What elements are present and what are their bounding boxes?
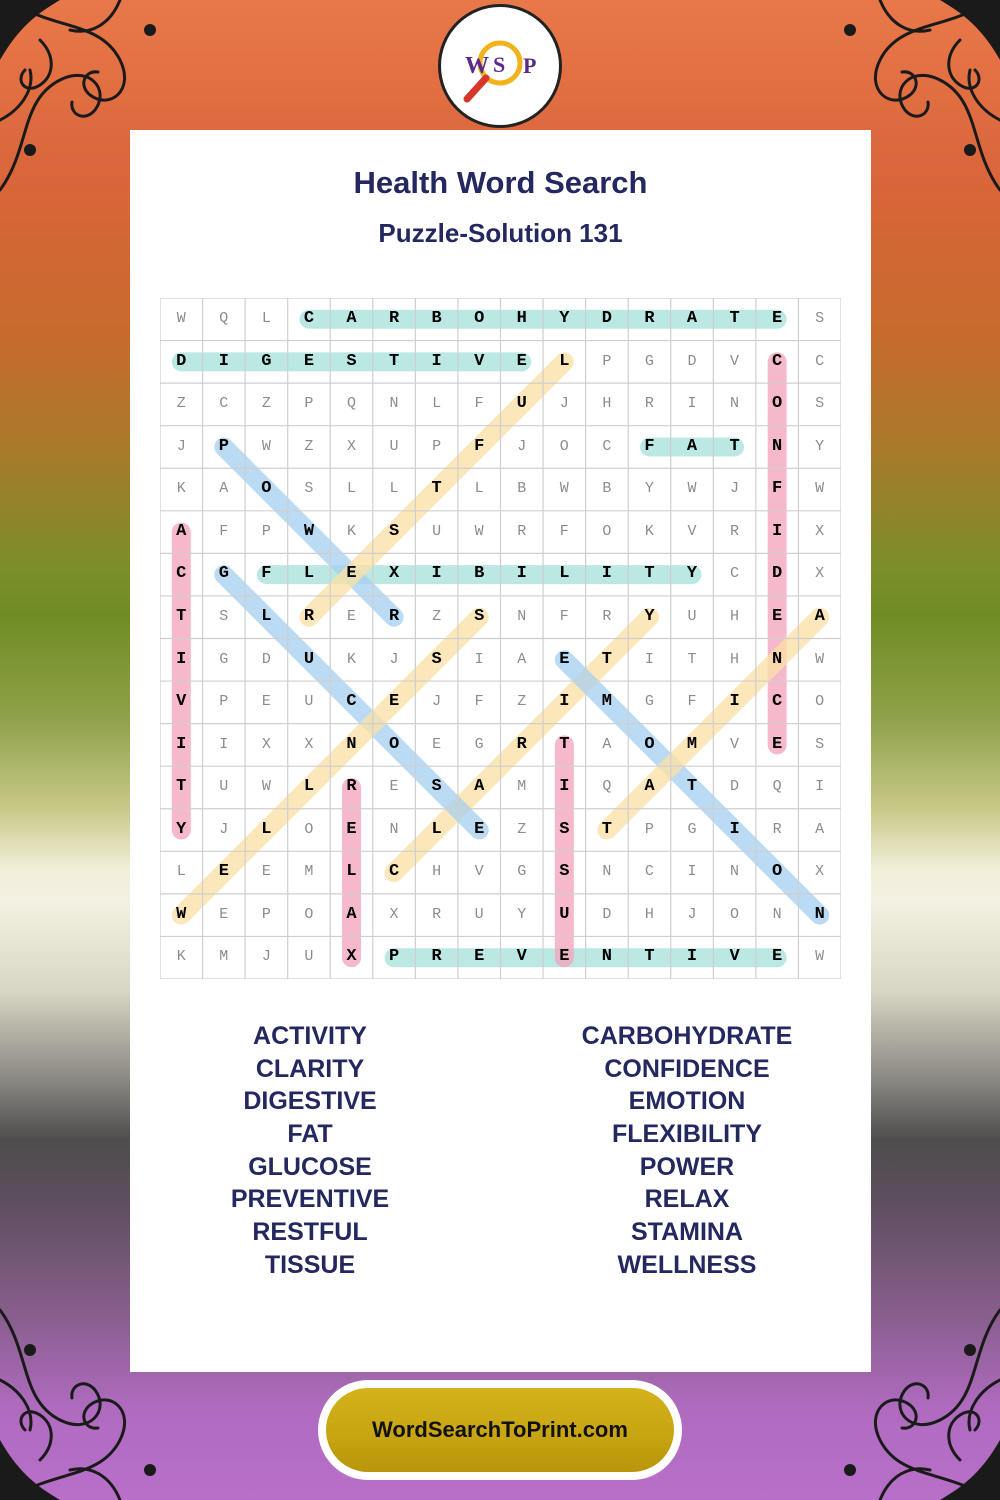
grid-cell[interactable]: G [218,564,229,584]
word-list-item: GLUCOSE [248,1152,372,1181]
grid-cell[interactable]: P [432,437,442,455]
grid-cell[interactable]: Z [517,820,527,838]
grid-cell[interactable]: E [772,734,783,754]
grid-cell[interactable]: O [304,905,314,923]
grid-cell[interactable]: T [176,606,187,626]
word-list-item: DIGESTIVE [243,1087,377,1116]
grid-cell[interactable]: E [346,564,357,584]
site-link[interactable]: WordSearchToPrint.com [326,1388,674,1472]
grid-cell[interactable]: Z [304,437,314,455]
grid-cell[interactable]: Y [176,819,187,839]
grid-cell[interactable]: E [474,947,485,967]
grid-cell[interactable]: J [687,905,697,923]
grid-cell[interactable]: B [431,309,442,328]
grid-cell[interactable]: I [729,692,740,712]
grid-cell[interactable]: A [602,735,612,753]
grid-cell[interactable]: M [517,778,527,796]
grid-cell[interactable]: L [559,564,570,584]
grid-cell[interactable]: E [772,606,783,626]
word-list-item: ACTIVITY [253,1022,367,1050]
grid-cell[interactable]: D [176,351,187,371]
grid-cell[interactable]: L [431,819,442,839]
grid-cell[interactable]: R [388,309,400,328]
grid-cell[interactable]: I [559,692,570,712]
grid-cell[interactable]: T [686,777,698,797]
grid-cell[interactable]: E [559,649,570,669]
grid-cell[interactable]: H [602,395,612,413]
grid-cell[interactable]: E [388,692,400,712]
grid-cell[interactable]: I [176,649,187,669]
grid-cell[interactable]: O [261,479,272,499]
grid-cell[interactable]: L [432,395,442,413]
grid-cell[interactable]: I [474,650,484,668]
grid-cell[interactable]: E [261,693,271,711]
grid-cell[interactable]: A [644,777,655,797]
grid-cell[interactable]: V [730,352,740,370]
grid-cell[interactable]: T [176,777,187,797]
grid-cell[interactable]: F [474,436,485,456]
grid-cell[interactable]: P [219,693,229,711]
puzzle-card [130,130,871,1372]
grid-cell[interactable]: B [474,564,485,584]
grid-cell[interactable]: E [261,863,271,881]
grid-cell[interactable]: N [517,607,527,625]
grid-cell[interactable]: R [730,522,740,540]
site-logo[interactable] [438,4,562,128]
grid-cell[interactable]: E [474,819,485,839]
word-list-item: RESTFUL [252,1218,368,1247]
grid-cell[interactable]: E [772,309,783,328]
puzzle-subtitle: Puzzle-Solution 131 [378,218,623,248]
grid-cell[interactable]: A [517,650,527,668]
grid-cell[interactable]: C [815,352,825,370]
word-list-item: WELLNESS [617,1250,757,1279]
grid-cell[interactable]: Y [559,309,570,328]
grid-cell[interactable]: U [304,948,314,966]
word-list-item: FLEXIBILITY [612,1120,762,1149]
grid-cell[interactable]: U [219,778,229,796]
grid-cell[interactable]: I [516,564,527,584]
word-list-item: CLARITY [255,1054,365,1083]
grid-cell[interactable]: V [474,351,485,371]
grid-cell[interactable]: U [304,693,314,711]
grid-cell[interactable]: U [516,394,527,414]
grid-cell[interactable]: I [601,564,612,584]
grid-cell[interactable]: O [474,309,485,328]
grid-cell[interactable]: T [644,947,655,967]
grid-cell[interactable]: Z [432,607,442,625]
grid-cell[interactable]: C [772,351,783,371]
grid-cell[interactable]: H [730,607,740,625]
grid-cell[interactable]: S [346,351,357,371]
grid-cell[interactable]: A [474,777,485,797]
grid-cell[interactable]: F [559,522,569,540]
grid-cell[interactable]: N [389,820,399,838]
grid-cell[interactable]: R [432,905,442,923]
grid-cell[interactable]: A [686,309,698,328]
grid-cell[interactable]: I [772,521,783,541]
grid-cell[interactable]: L [389,480,399,498]
grid-cell[interactable]: C [176,564,187,584]
grid-cell[interactable]: V [730,735,740,753]
grid-cell[interactable]: R [346,777,357,797]
grid-cell[interactable]: G [644,352,654,370]
grid-cell[interactable]: Z [176,395,186,413]
logo-letter-p: P [523,53,537,78]
grid-cell[interactable]: S [815,310,825,327]
grid-cell[interactable]: G [687,820,697,838]
grid-cell[interactable]: X [346,437,356,455]
grid-cell[interactable]: V [729,947,740,967]
grid-cell[interactable]: J [219,820,229,838]
grid-cell[interactable]: G [644,693,654,711]
grid-cell[interactable]: X [346,947,357,967]
grid-cell[interactable]: I [815,778,825,796]
grid-cell[interactable]: H [432,863,442,881]
grid-cell[interactable]: F [219,522,229,540]
grid-cell[interactable]: C [303,309,315,328]
grid-cell[interactable]: Q [772,778,782,796]
grid-cell[interactable]: V [687,522,697,540]
grid-cell[interactable]: O [388,734,400,754]
grid-cell[interactable]: Y [815,437,825,455]
grid-cell[interactable]: I [686,947,698,967]
grid-cell[interactable]: M [686,734,698,754]
grid-cell[interactable]: X [388,564,400,584]
grid-cell[interactable]: U [687,607,697,625]
grid-cell[interactable]: N [389,395,399,413]
grid-cell[interactable]: L [474,480,484,498]
grid-cell[interactable]: N [730,395,740,413]
grid-cell[interactable]: F [474,693,484,711]
grid-cell[interactable]: F [559,607,569,625]
grid-cell[interactable]: Y [686,564,698,584]
grid-cell[interactable]: A [176,521,187,541]
grid-cell[interactable]: S [388,521,400,541]
grid-cell[interactable]: W [261,437,271,455]
grid-cell[interactable]: J [559,395,569,413]
grid-cell[interactable]: I [218,351,229,371]
grid-cell[interactable]: P [602,352,612,370]
grid-cell[interactable]: I [559,777,570,797]
grid-cell[interactable]: G [474,735,484,753]
grid-cell[interactable]: A [346,309,357,328]
grid-cell[interactable]: T [729,309,740,328]
grid-cell[interactable]: P [644,820,654,838]
grid-cell[interactable]: N [602,863,612,881]
grid-cell[interactable]: P [261,522,271,540]
grid-cell[interactable]: R [644,395,654,413]
grid-cell[interactable]: M [219,948,229,966]
grid-cell[interactable]: N [601,947,612,967]
grid-cell[interactable]: I [431,564,442,584]
grid-cell[interactable]: S [815,395,825,413]
grid-cell[interactable]: S [431,777,442,797]
grid-cell[interactable]: X [261,735,271,753]
grid-cell[interactable]: X [815,522,825,540]
footer-badge [318,1380,682,1480]
grid-cell[interactable]: T [601,649,612,669]
grid-cell[interactable]: F [474,395,484,413]
word-list-item: EMOTION [628,1087,746,1116]
grid-cell[interactable]: O [304,820,314,838]
grid-cell[interactable]: R [431,947,442,967]
grid-cell[interactable]: I [729,819,740,839]
grid-cell[interactable]: L [346,480,356,498]
grid-cell[interactable]: C [772,692,783,712]
grid-cell[interactable]: X [304,735,314,753]
grid-cell[interactable]: S [304,480,314,498]
grid-cell[interactable]: A [686,436,698,456]
grid-cell[interactable]: A [219,480,229,498]
grid-cell[interactable]: X [389,905,399,923]
magnifier-logo-icon [441,7,559,125]
grid-cell[interactable]: O [602,522,612,540]
grid-cell[interactable]: W [815,650,825,668]
grid-cell[interactable]: P [388,947,400,967]
grid-cell[interactable]: R [772,820,782,838]
grid-cell[interactable]: S [219,607,229,625]
grid-cell[interactable]: J [730,480,740,498]
grid-cell[interactable]: E [559,947,570,967]
grid-cell[interactable]: E [218,862,229,882]
grid-cell[interactable]: U [474,905,484,923]
grid-cell[interactable]: C [730,565,740,583]
grid-cell[interactable]: T [601,819,612,839]
grid-cell[interactable]: L [559,351,570,371]
grid-cell[interactable]: E [772,947,783,967]
grid-cell[interactable]: D [730,778,740,796]
grid-cell[interactable]: S [431,649,442,669]
grid-cell[interactable]: Y [517,905,527,923]
word-list-item: TISSUE [264,1250,356,1279]
grid-cell[interactable]: Z [517,693,527,711]
grid-cell[interactable]: Q [219,310,229,327]
grid-cell[interactable]: K [644,522,654,540]
grid-cell[interactable]: R [644,309,655,328]
grid-cell[interactable]: E [346,819,357,839]
grid-cell[interactable]: I [687,395,697,413]
grid-cell[interactable]: N [772,905,782,923]
grid-cell[interactable]: V [474,863,484,881]
grid-cell[interactable]: H [516,309,527,328]
grid-cell[interactable]: M [601,692,612,712]
grid-cell[interactable]: W [815,480,825,498]
word-list-item: CONFIDENCE [604,1054,770,1083]
word-list-item: POWER [639,1152,735,1181]
grid-cell[interactable]: C [219,395,229,413]
grid-cell[interactable]: G [261,351,272,371]
logo-letter-w: W [465,53,489,79]
grid-cell[interactable]: S [559,819,570,839]
grid-cell[interactable]: L [303,564,315,584]
grid-cell[interactable]: F [644,436,655,456]
grid-cell[interactable]: I [644,650,654,668]
grid-cell[interactable]: P [218,436,229,456]
grid-cell[interactable]: A [814,606,825,626]
grid-cell[interactable]: L [303,777,315,797]
grid-cell[interactable]: T [431,479,442,499]
grid-cell[interactable]: L [261,606,272,626]
word-list-item: PREVENTIVE [230,1185,390,1214]
grid-cell[interactable]: W [687,480,697,498]
grid-cell[interactable]: N [730,863,740,881]
grid-cell[interactable]: W [176,310,186,327]
grid-cell[interactable]: S [815,735,825,753]
grid-cell[interactable]: I [431,351,442,371]
grid-cell[interactable]: T [729,436,740,456]
word-list-item: CARBOHYDRATE [581,1022,793,1050]
grid-cell[interactable]: V [516,947,527,967]
grid-cell[interactable]: G [219,650,229,668]
word-list-right [502,1020,872,1282]
grid-cell[interactable]: L [261,310,271,327]
grid-cell[interactable]: C [602,437,612,455]
grid-cell[interactable]: K [346,650,356,668]
grid-cell[interactable]: U [389,437,399,455]
grid-cell[interactable]: K [346,522,356,540]
grid-cell[interactable]: U [559,904,570,924]
grid-cell[interactable]: J [517,437,527,455]
grid-cell[interactable]: B [602,480,612,498]
grid-cell[interactable]: R [303,606,315,626]
word-list-item: STAMINA [630,1218,744,1247]
grid-cell[interactable]: W [474,522,484,540]
grid-cell[interactable]: L [176,863,186,881]
grid-cell[interactable]: X [815,863,825,881]
grid-cell[interactable]: N [772,649,783,669]
grid-cell[interactable]: P [261,905,271,923]
grid-cell[interactable]: W [559,480,569,498]
grid-cell[interactable]: R [602,607,612,625]
grid-cell[interactable]: W [815,948,825,966]
grid-cell[interactable]: E [219,905,229,923]
grid-cell[interactable]: Q [346,395,356,413]
grid-cell[interactable]: J [176,437,186,455]
grid-cell[interactable]: K [176,948,186,966]
grid-cell[interactable]: D [687,352,697,370]
grid-cell[interactable]: O [815,693,825,711]
grid-cell[interactable]: V [176,692,187,712]
grid-cell[interactable]: E [389,778,399,796]
grid-cell[interactable]: S [559,862,570,882]
grid-cell[interactable]: U [303,649,315,669]
grid-cell[interactable]: I [219,735,229,753]
letter-grid[interactable] [160,298,841,979]
grid-cell[interactable]: Y [644,606,655,626]
grid-cell[interactable]: O [772,394,783,414]
grid-cell[interactable]: F [687,693,697,711]
grid-cell[interactable]: C [388,862,400,882]
grid-cell[interactable]: E [432,735,442,753]
grid-cell[interactable]: W [261,778,271,796]
grid-cell[interactable]: M [304,863,314,881]
grid-cell[interactable]: I [176,734,187,754]
grid-cell[interactable]: W [176,904,187,924]
grid-cell[interactable]: W [303,521,315,541]
grid-cell[interactable]: E [346,607,356,625]
grid-cell[interactable]: N [346,734,357,754]
grid-cell[interactable]: T [644,564,655,584]
grid-cell[interactable]: L [346,862,357,882]
grid-cell[interactable]: B [517,480,527,498]
grid-cell[interactable]: F [772,479,783,499]
grid-cell[interactable]: U [432,522,442,540]
grid-cell[interactable]: C [644,863,654,881]
grid-cell[interactable]: O [772,862,783,882]
grid-cell[interactable]: I [687,863,697,881]
puzzle-title: Health Word Search [353,165,648,200]
grid-cell[interactable]: A [346,904,357,924]
grid-cell[interactable]: P [304,395,314,413]
grid-cell[interactable]: X [815,565,825,583]
logo-letter-s: S [493,52,506,77]
grid-cell[interactable]: F [261,564,272,584]
grid-cell[interactable]: D [772,564,783,584]
grid-cell[interactable]: E [303,351,315,371]
grid-cell[interactable]: Q [602,778,612,796]
grid-cell[interactable]: R [388,606,400,626]
grid-cell[interactable]: T [687,650,697,668]
word-list-item: RELAX [644,1185,730,1214]
grid-cell[interactable]: A [815,820,825,838]
grid-cell[interactable]: T [388,351,400,371]
grid-cell[interactable]: J [261,948,271,966]
grid-cell[interactable]: J [432,693,442,711]
grid-cell[interactable]: D [261,650,271,668]
grid-cell[interactable]: G [517,863,527,881]
grid-cell[interactable]: J [389,650,399,668]
grid-cell[interactable]: D [601,309,612,328]
grid-cell[interactable]: R [516,734,527,754]
grid-cell[interactable]: Z [261,395,271,413]
grid-cell[interactable]: E [516,351,527,371]
grid-cell[interactable]: H [644,905,654,923]
grid-cell[interactable]: N [772,436,783,456]
grid-cell[interactable]: S [474,606,485,626]
grid-cell[interactable]: L [261,819,272,839]
grid-cell[interactable]: Y [644,480,654,498]
word-list-item: FAT [287,1120,333,1149]
grid-cell[interactable]: N [814,904,825,924]
grid-cell[interactable]: R [517,522,527,540]
word-list-left [125,1020,495,1282]
grid-cell[interactable]: H [730,650,740,668]
grid-cell[interactable]: D [602,905,612,923]
grid-cell[interactable]: C [346,692,357,712]
grid-cell[interactable]: K [176,480,186,498]
grid-cell[interactable]: O [644,734,655,754]
grid-cell[interactable]: O [559,437,569,455]
grid-cell[interactable]: T [559,734,570,754]
grid-cell[interactable]: O [730,905,740,923]
